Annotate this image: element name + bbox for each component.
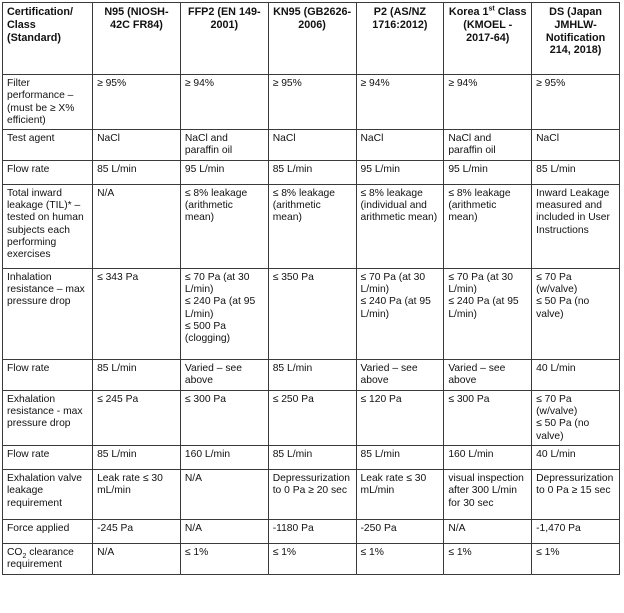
comparison-table-container — [2, 2, 620, 575]
table-cell: NaCl and paraffin oil — [180, 130, 268, 161]
row-label: Flow rate — [3, 445, 93, 469]
table-cell: ≤ 70 Pa (w/valve) ≤ 50 Pa (no valve) — [532, 268, 620, 359]
row-label: Exhalation valve leakage requirement — [3, 469, 93, 519]
table-cell: 85 L/min — [268, 160, 356, 184]
table-cell: Depressurization to 0 Pa ≥ 20 sec — [268, 469, 356, 519]
table-cell: Leak rate ≤ 30 mL/min — [93, 469, 181, 519]
table-cell: 85 L/min — [532, 160, 620, 184]
row-label: Filter performance – (must be ≥ X% efficient) — [3, 75, 93, 130]
table-cell: ≤ 70 Pa (at 30 L/min) ≤ 240 Pa (at 95 L/min) — [444, 268, 532, 359]
table-cell: ≥ 95% — [93, 75, 181, 130]
header-p2: P2 (AS/NZ 1716:2012) — [356, 3, 444, 75]
table-cell: 85 L/min — [268, 445, 356, 469]
table-cell: visual inspection after 300 L/min for 30 sec — [444, 469, 532, 519]
table-cell: N/A — [444, 519, 532, 543]
table-cell: N/A — [180, 469, 268, 519]
table-cell: Inward Leakage measured and included in User Instructions — [532, 184, 620, 268]
table-cell: 85 L/min — [93, 359, 181, 390]
table-cell: ≤ 350 Pa — [268, 268, 356, 359]
table-cell: ≤ 70 Pa (w/valve) ≤ 50 Pa (no valve) — [532, 390, 620, 445]
table-cell: NaCl — [356, 130, 444, 161]
table-cell: Varied – see above — [356, 359, 444, 390]
table-row-force-applied — [3, 519, 620, 543]
table-row-exhalation-valve-leakage — [3, 469, 620, 519]
table-cell: -245 Pa — [93, 519, 181, 543]
table-row-filter-performance — [3, 75, 620, 130]
table-row-inhalation-resistance — [3, 268, 620, 359]
table-row-flow-rate-exhalation — [3, 445, 620, 469]
header-ds-japan: DS (Japan JMHLW-Notification 214, 2018) — [532, 3, 620, 75]
table-cell: N/A — [93, 184, 181, 268]
header-row — [3, 3, 620, 75]
table-cell: -1,470 Pa — [532, 519, 620, 543]
mask-standards-comparison-table — [2, 2, 620, 575]
table-cell: 160 L/min — [444, 445, 532, 469]
table-cell: ≤ 1% — [268, 543, 356, 574]
table-cell: N/A — [180, 519, 268, 543]
table-row-exhalation-resistance — [3, 390, 620, 445]
table-cell: ≥ 94% — [444, 75, 532, 130]
table-cell: ≤ 250 Pa — [268, 390, 356, 445]
table-cell: NaCl — [268, 130, 356, 161]
table-cell: 40 L/min — [532, 445, 620, 469]
header-ffp2: FFP2 (EN 149-2001) — [180, 3, 268, 75]
row-label: Total inward leakage (TIL)* – tested on human subjects each performing exercises — [3, 184, 93, 268]
table-cell: ≤ 8% leakage (arithmetic mean) — [268, 184, 356, 268]
header-certification-class: Certification/ Class (Standard) — [3, 3, 93, 75]
table-cell: ≤ 70 Pa (at 30 L/min) ≤ 240 Pa (at 95 L/min) — [356, 268, 444, 359]
table-cell: NaCl — [532, 130, 620, 161]
table-cell: 95 L/min — [356, 160, 444, 184]
table-row-co2-clearance — [3, 543, 620, 574]
table-cell: ≤ 8% leakage (arithmetic mean) — [180, 184, 268, 268]
header-n95: N95 (NIOSH-42C FR84) — [93, 3, 181, 75]
table-cell: ≥ 95% — [268, 75, 356, 130]
table-row-test-agent — [3, 130, 620, 161]
row-label: Flow rate — [3, 359, 93, 390]
table-cell: ≤ 1% — [180, 543, 268, 574]
table-cell: ≥ 95% — [532, 75, 620, 130]
table-cell: Depressurization to 0 Pa ≥ 15 sec — [532, 469, 620, 519]
header-kn95: KN95 (GB2626-2006) — [268, 3, 356, 75]
table-cell: 40 L/min — [532, 359, 620, 390]
table-cell: ≥ 94% — [180, 75, 268, 130]
table-cell: ≤ 245 Pa — [93, 390, 181, 445]
table-row-total-inward-leakage — [3, 184, 620, 268]
row-label: Exhalation resistance - max pressure drop — [3, 390, 93, 445]
header-korea-1st-class: Korea 1st Class (KMOEL - 2017-64) — [444, 3, 532, 75]
table-cell: 85 L/min — [268, 359, 356, 390]
table-cell: NaCl — [93, 130, 181, 161]
table-cell: 85 L/min — [93, 160, 181, 184]
table-cell: ≥ 94% — [356, 75, 444, 130]
row-label: Flow rate — [3, 160, 93, 184]
table-cell: ≤ 300 Pa — [444, 390, 532, 445]
table-cell: NaCl and paraffin oil — [444, 130, 532, 161]
table-cell: 95 L/min — [180, 160, 268, 184]
table-cell: 85 L/min — [93, 445, 181, 469]
table-cell: Leak rate ≤ 30 mL/min — [356, 469, 444, 519]
table-cell: ≤ 120 Pa — [356, 390, 444, 445]
table-cell: -250 Pa — [356, 519, 444, 543]
table-cell: ≤ 1% — [356, 543, 444, 574]
table-cell: ≤ 300 Pa — [180, 390, 268, 445]
table-cell: -1180 Pa — [268, 519, 356, 543]
row-label: Inhalation resistance – max pressure drop — [3, 268, 93, 359]
table-cell: ≤ 1% — [532, 543, 620, 574]
table-cell: ≤ 8% leakage (arithmetic mean) — [444, 184, 532, 268]
row-label: Test agent — [3, 130, 93, 161]
row-label: $CO_2$ clearance requirement — [3, 543, 93, 574]
row-label: Force applied — [3, 519, 93, 543]
table-cell: ≤ 8% leakage (individual and arithmetic mean) — [356, 184, 444, 268]
table-cell: 85 L/min — [356, 445, 444, 469]
table-cell: 160 L/min — [180, 445, 268, 469]
table-row-flow-rate-inhalation — [3, 359, 620, 390]
table-cell: ≤ 343 Pa — [93, 268, 181, 359]
table-cell: 95 L/min — [444, 160, 532, 184]
table-cell: N/A — [93, 543, 181, 574]
table-cell: Varied – see above — [180, 359, 268, 390]
table-cell: ≤ 1% — [444, 543, 532, 574]
table-cell: ≤ 70 Pa (at 30 L/min) ≤ 240 Pa (at 95 L/min) ≤ 500 Pa (clogging) — [180, 268, 268, 359]
table-cell: Varied – see above — [444, 359, 532, 390]
table-row-flow-rate-filter — [3, 160, 620, 184]
